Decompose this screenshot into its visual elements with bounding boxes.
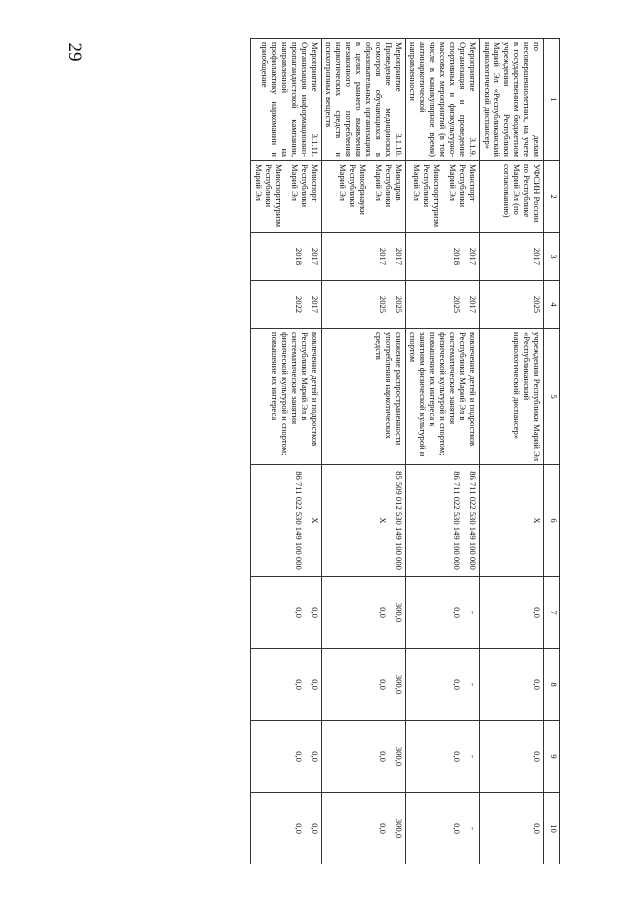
cell-col-5: [251, 329, 321, 465]
cell-col-7: [321, 577, 405, 649]
cell-text: 0,0: [377, 823, 388, 834]
cell-text: X: [309, 517, 320, 524]
cell-col-6: [405, 465, 479, 577]
cell-col-1: Мероприятие 3.1.11. Организация информационно-пропагандистской кампании, направленной на профилактику наркомании и приобщение: [251, 39, 321, 161]
cell-text: 300,0: [393, 674, 404, 695]
cell-text: 2017: [377, 247, 388, 266]
cell-text: 2018: [293, 247, 304, 266]
cell-col-2: [405, 161, 479, 233]
cell-col-5: [321, 329, 405, 465]
cell-text: -: [467, 611, 478, 614]
cell-text: 2017: [467, 247, 478, 266]
cell-text: вовлечение детей и подростков Республики Марий Эл в систематические занятия физической культурой и спортом; повышение их интереса: [270, 332, 320, 456]
cell-text: 300,0: [393, 746, 404, 767]
cell-text: 2025: [393, 295, 404, 314]
cell-text: 0,0: [293, 751, 304, 762]
column-number-6: 6: [544, 465, 560, 577]
cell-col-5: [479, 329, 543, 465]
cell-text: 86 711 022 530 149 100 000: [467, 471, 478, 570]
cell-col-6: [479, 465, 543, 577]
cell-col-6: [251, 465, 321, 577]
cell-text: 2025: [532, 295, 542, 314]
table-row: [251, 39, 321, 865]
cell-text: 2025: [377, 295, 388, 314]
cell-col-10: [479, 793, 543, 865]
cell-text: 0,0: [532, 823, 542, 834]
column-number-10: 10: [544, 793, 560, 865]
cell-text: Минздрав Республики Марий Эл: [373, 164, 404, 208]
cell-col-8: [321, 649, 405, 721]
cell-text: УФСИН России по Республике Марий Эл (по согласованию): [502, 164, 542, 223]
cell-col-9: [321, 721, 405, 793]
cell-col-3: [251, 233, 321, 281]
cell-col-8: [405, 649, 479, 721]
cell-text: 2017: [532, 247, 542, 266]
page-number: 29: [64, 42, 85, 62]
cell-col-9: [405, 721, 479, 793]
cell-col-4: [321, 281, 405, 329]
cell-text: 0,0: [451, 751, 462, 762]
column-number-row: [544, 39, 560, 865]
column-number-7: 7: [544, 577, 560, 649]
cell-text: 2017: [393, 247, 404, 266]
cell-text: снижение распространенности употребления наркотических средств: [373, 332, 404, 446]
cell-col-4: [405, 281, 479, 329]
cell-text: 2018: [451, 247, 462, 266]
cell-text: учреждении Республики Марий Эл «Республиканский наркологический диспансер»: [512, 332, 542, 462]
cell-text: -: [467, 683, 478, 686]
cell-col-7: [405, 577, 479, 649]
cell-text: 0,0: [309, 607, 320, 618]
cell-col-9: [479, 721, 543, 793]
cell-col-8: [479, 649, 543, 721]
cell-text: 0,0: [532, 607, 542, 618]
table-row: [321, 39, 405, 865]
cell-col-6: [321, 465, 405, 577]
cell-text: 2017: [467, 295, 478, 314]
cell-col-7: [251, 577, 321, 649]
cell-text: X: [532, 517, 542, 524]
cell-col-1: по делам несовершеннолетних, на учете в государственном бюджетном учреждении Республики Марий Эл «Республиканский наркологический диспансер»: [479, 39, 543, 161]
cell-col-3: [405, 233, 479, 281]
cell-text: 0,0: [309, 751, 320, 762]
cell-text: 2025: [451, 295, 462, 314]
cell-col-10: [405, 793, 479, 865]
column-number-1: 1: [544, 39, 560, 161]
cell-text: 86 711 022 530 149 100 000: [451, 471, 462, 570]
cell-col-4: [479, 281, 543, 329]
cell-col-4: [251, 281, 321, 329]
cell-col-1: Мероприятие 3.1.9. Организация и проведение спортивных и физкультурно-массовых мероприятий (в том числе в каникулярное время) антинаркотической направленности: [405, 39, 479, 161]
cell-col-5: [405, 329, 479, 465]
cell-text: 2022: [293, 295, 304, 314]
cell-col-8: [251, 649, 321, 721]
column-number-2: 2: [544, 161, 560, 233]
cell-text: Минспорт Республики Марий Эл: [448, 164, 478, 208]
column-number-5: 5: [544, 329, 560, 465]
cell-text: 2017: [309, 295, 320, 314]
document-sheet: [120, 38, 560, 864]
cell-text: 0,0: [451, 823, 462, 834]
cell-text: 0,0: [532, 751, 542, 762]
cell-text: 0,0: [377, 607, 388, 618]
cell-text: Минспорттуризм Республики Марий Эл: [412, 164, 443, 228]
cell-text: 300,0: [393, 602, 404, 623]
cell-text: 0,0: [309, 823, 320, 834]
column-number-8: 8: [544, 649, 560, 721]
cell-col-2: [479, 161, 543, 233]
cell-text: 85 509 012 530 149 100 000: [393, 471, 404, 570]
cell-text: 0,0: [451, 679, 462, 690]
cell-text: 0,0: [532, 679, 542, 690]
cell-text: Минспорт Республики Марий Эл: [289, 164, 320, 208]
cell-text: 0,0: [377, 751, 388, 762]
cell-text: X: [377, 517, 388, 524]
table-row: [479, 39, 543, 865]
cell-text: Минспорттуризм Республики Марий Эл: [254, 164, 284, 228]
cell-col-7: [479, 577, 543, 649]
cell-text: 2017: [309, 247, 320, 266]
cell-text: 0,0: [293, 607, 304, 618]
cell-col-2: [251, 161, 321, 233]
cell-col-1: Мероприятие 3.1.10. Проведение медицинских осмотров обучающихся в образовательных организациях в целях раннего выявления незаконного потребления наркотических средств и психотропных веществ: [321, 39, 405, 161]
cell-text: 300,0: [393, 818, 404, 839]
rotated-table-wrapper: [120, 38, 560, 864]
table-body: [251, 39, 560, 865]
cell-col-3: [321, 233, 405, 281]
cell-text: 86 711 022 530 149 100 000: [293, 471, 304, 570]
column-number-9: 9: [544, 721, 560, 793]
cell-col-10: [321, 793, 405, 865]
cell-text: вовлечение детей и подростков Республики Марий Эл в систематические занятия физической культурой и спортом; повышение их интереса к занятиям физической культурой и спортом: [408, 332, 478, 457]
cell-text: 0,0: [293, 823, 304, 834]
cell-text: 0,0: [293, 679, 304, 690]
cell-text: 0,0: [451, 607, 462, 618]
cell-text: -: [467, 755, 478, 758]
cell-col-3: [479, 233, 543, 281]
cell-text: Минобрнауки Республики Марий Эл: [338, 164, 368, 215]
cell-col-10: [251, 793, 321, 865]
cell-text: 0,0: [377, 679, 388, 690]
cell-col-2: [321, 161, 405, 233]
table-row: [405, 39, 479, 865]
program-table: [250, 38, 560, 864]
column-number-3: 3: [544, 233, 560, 281]
column-number-4: 4: [544, 281, 560, 329]
cell-text: -: [467, 827, 478, 830]
cell-text: 0,0: [309, 679, 320, 690]
cell-col-9: [251, 721, 321, 793]
